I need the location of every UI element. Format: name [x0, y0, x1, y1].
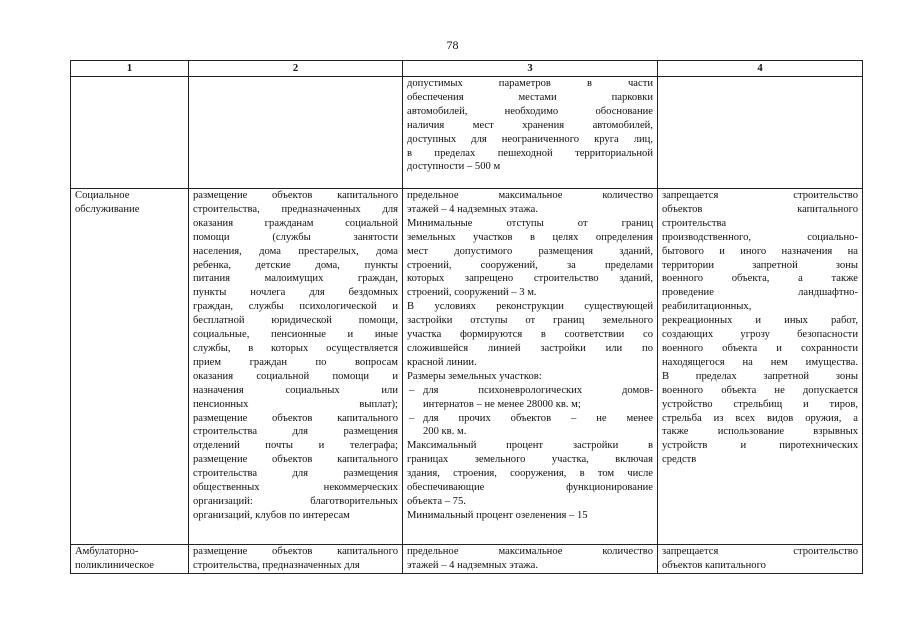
text-line: размещение объектов капитального [193, 546, 398, 557]
page-number: 78 [446, 38, 459, 52]
text-line: проведение ландшафтно- [662, 287, 858, 299]
text-line: которых запрещено строительство зданий, [407, 273, 653, 285]
text-block [423, 384, 653, 412]
text-line: организаций: благотворительных [193, 495, 398, 507]
text-line: запрещается строительство [662, 190, 858, 201]
text-line: допустимых параметров в части [407, 78, 653, 89]
list-item [407, 412, 653, 440]
text-line: В пределах запретной зоны [662, 370, 858, 382]
text-line: красной линии. [407, 356, 477, 368]
text-line: Максимальный процент застройки в [407, 440, 653, 452]
text-line: населения, дома престарелых, дома [193, 245, 398, 257]
text-line: строительства, предназначенных для [193, 559, 360, 571]
text-block [407, 189, 653, 217]
text-line: военного объекта не допускается [662, 384, 858, 396]
text-line: строительства для размещения [193, 468, 398, 480]
text-line: обеспечивающие функционирование [407, 482, 653, 494]
cell-parameters [403, 189, 658, 545]
text-line: объекта – 75. [407, 495, 466, 507]
cell-restrictions [658, 545, 863, 574]
text-line: граждан, службы психологической и [193, 301, 398, 313]
text-line: размещение объектов капитального [193, 190, 398, 201]
cell-empty [658, 77, 863, 189]
text-line: устройств и пиротехнических [662, 440, 858, 452]
text-line: организаций, клубов по интересам [193, 509, 350, 521]
text-line: производственного, социально- [662, 231, 858, 243]
column-header: 4 [658, 61, 863, 77]
text-line: границах земельного участка, включая [407, 454, 653, 466]
text-line: Минимальный процент озеленения – 15 [407, 509, 588, 521]
text-line: Размеры земельных участков: [407, 370, 542, 382]
cell-use-name [71, 189, 189, 545]
table-row [71, 545, 863, 574]
text-line: предельное максимальное количество [407, 190, 653, 201]
text-line: строительства для размещения [193, 426, 398, 438]
text-line: 200 кв. м. [423, 426, 467, 438]
text-line: – для психоневрологических домов- [423, 384, 653, 396]
text-block [407, 300, 653, 370]
text-line: Минимальные отступы от границ [407, 217, 653, 229]
cell-parameters [403, 77, 658, 189]
text-line: застройки отступы от границ земельного [407, 315, 653, 327]
text-block [407, 439, 653, 509]
text-block [407, 217, 653, 300]
cell-empty [71, 77, 189, 189]
cell-parameters [403, 545, 658, 574]
cell-use-name [71, 545, 189, 574]
text-line: общественных некоммерческих [193, 482, 398, 494]
dash-list [407, 384, 653, 440]
text-line: автомобилей, необходимо обоснование [407, 105, 653, 117]
text-line: социальные, пенсионные и иные [193, 329, 398, 341]
column-header: 1 [71, 61, 189, 77]
list-item [407, 384, 653, 412]
text-line: помощи (службы занятости [193, 231, 398, 243]
text-line: бесплатной юридической помощи, [193, 315, 398, 327]
text-line: территории запретной зоны [662, 259, 858, 271]
text-line: также использование взрывных [662, 426, 858, 438]
cell-description [189, 189, 403, 545]
text-line: пункты ночлега для бездомных [193, 287, 398, 299]
text-line: запрещается строительство [662, 546, 858, 557]
column-header: 3 [403, 61, 658, 77]
text-block [407, 545, 653, 573]
text-line: обеспечения местами парковки [407, 91, 653, 103]
table-row [71, 189, 863, 545]
text-line: размещение объектов капитального [193, 454, 398, 466]
text-line: отделений почты и телеграфа; [193, 440, 398, 452]
text-line: строений, сооружений, за пределами [407, 259, 653, 271]
use-name: Амбулаторно-поликлиническое [75, 546, 154, 571]
text-line: назначения социальных или [193, 384, 398, 396]
text-line: оказания гражданам социальной [193, 217, 398, 229]
text-block [423, 412, 653, 440]
column-header: 2 [189, 61, 403, 77]
text-line: питания малоимущих граждан, [193, 273, 398, 285]
text-line: доступности – 500 м [407, 161, 501, 173]
text-line: этажей – 4 надземных этажа. [407, 203, 538, 215]
text-line: в пределах пешеходной территориальной [407, 147, 653, 159]
land-use-table [70, 60, 863, 574]
text-line: доступных для неограниченного круга лиц, [407, 133, 653, 145]
text-line: военного объекта и сохранности [662, 342, 858, 354]
text-line: мест допустимого размещения зданий, [407, 245, 653, 257]
text-line: ребенка, детские дома, пункты [193, 259, 398, 271]
text-line: реабилитационных, [662, 301, 752, 313]
text-line: строительства, предназначенных для [193, 203, 398, 215]
text-line: участка формируются в соответствии со [407, 329, 653, 341]
text-block [662, 189, 858, 467]
text-line: объектов капитального [662, 559, 766, 571]
use-name: Социальное обслуживание [75, 190, 140, 215]
text-block [662, 545, 858, 573]
text-line: объектов капитального [662, 203, 858, 215]
text-line: оказания социальной помощи и [193, 370, 398, 382]
text-line: – для прочих объектов – не менее [423, 412, 653, 424]
text-block [193, 545, 398, 573]
text-line: находящегося на нем имущества. [662, 356, 858, 368]
text-line: стрельба из всех видов оружия, а [662, 412, 858, 424]
text-line: рекреационных и иных работ, [662, 315, 858, 327]
cell-description [189, 545, 403, 574]
text-line: В условиях реконструкции существующей [407, 301, 653, 313]
text-block [407, 77, 653, 174]
text-line: военного объекта, а также [662, 273, 858, 285]
text-line: строительства [662, 217, 727, 229]
text-line: интернатов – не менее 28000 кв. м; [423, 398, 581, 410]
text-line: прием граждан по вопросам [193, 356, 398, 368]
text-line: размещение объектов капитального [193, 412, 398, 424]
table-header-row [71, 61, 863, 77]
text-line: строений, сооружений – 3 м. [407, 287, 537, 299]
text-line: службы, в которых осуществляется [193, 342, 398, 354]
text-line: пенсионных выплат); [193, 398, 398, 410]
text-line: этажей – 4 надземных этажа. [407, 559, 538, 571]
text-line: создающих угрозу безопасности [662, 329, 858, 341]
text-line: наличия мест хранения автомобилей, [407, 119, 653, 131]
cell-restrictions [658, 189, 863, 545]
text-line: здания, строения, сооружения, в том числе [407, 468, 653, 480]
text-line: бытового и иного назначения на [662, 245, 858, 257]
text-line: земельных участков в целях определения [407, 231, 653, 243]
table-row [71, 77, 863, 189]
text-line: средств [662, 454, 697, 466]
cell-empty [189, 77, 403, 189]
text-line: сложившейся линией застройки или по [407, 342, 653, 354]
text-line: устройство стрельбищ и тиров, [662, 398, 858, 410]
text-line: предельное максимальное количество [407, 546, 653, 557]
text-block [193, 189, 398, 523]
